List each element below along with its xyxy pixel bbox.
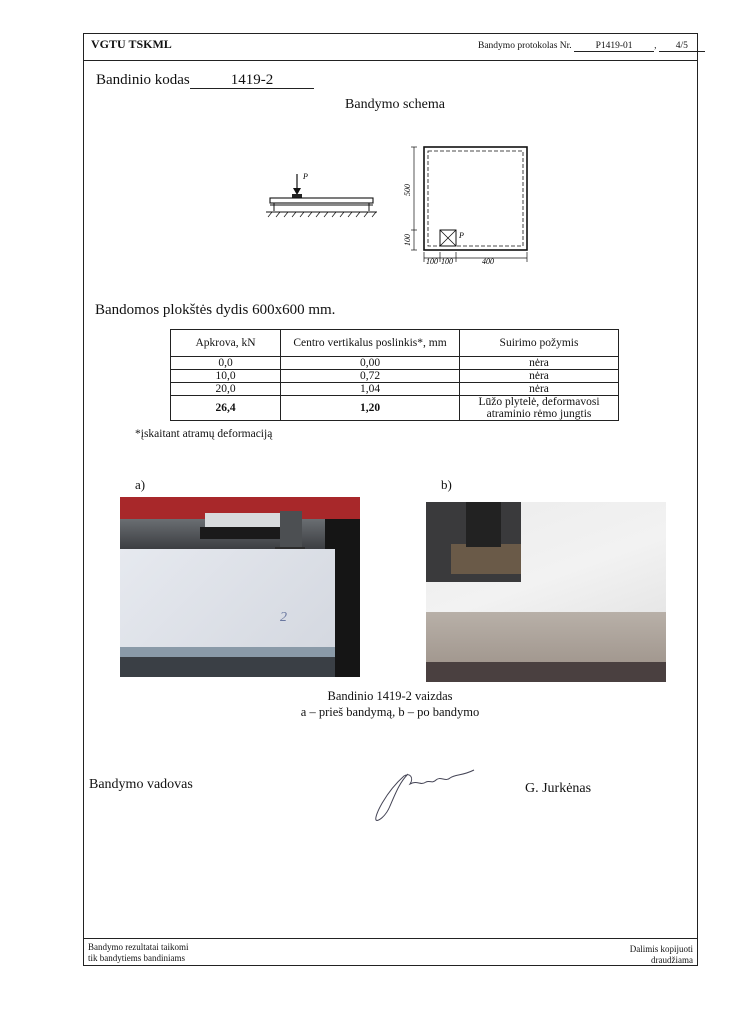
cell-load: 10,0	[171, 370, 281, 383]
photo-a-label: a)	[135, 477, 146, 492]
table-header-row	[171, 330, 619, 357]
protocol-label: Bandymo protokolas Nr.	[478, 41, 572, 51]
scheme-title: Bandymo schema	[345, 97, 445, 112]
caption-title: Bandinio 1419-2 vaizdas	[327, 689, 453, 703]
caption-subtitle: a – prieš bandymą, b – po bandymo	[300, 705, 480, 719]
cell-displacement: 0,00	[281, 357, 460, 370]
specimen-code-label: Bandinio kodas	[96, 72, 190, 88]
header-load: Apkrova, kN	[171, 330, 281, 357]
side-view-diagram	[262, 168, 382, 220]
protocol-no: P1419-01	[574, 41, 654, 52]
cell-failure: nėra	[460, 370, 619, 383]
organization: VGTU TSKML	[91, 37, 172, 51]
cell-displacement: 1,20	[281, 396, 460, 421]
dim-100-vertical: 100	[403, 234, 412, 246]
footnote: *įskaitant atramų deformaciją	[135, 428, 273, 440]
page-number: 4/5	[659, 41, 705, 52]
footer-divider	[83, 938, 698, 939]
table-row	[171, 370, 619, 383]
cell-failure: Lūžo plytelė, deformavosi atraminio rėmo jungtis	[460, 396, 619, 421]
footer-disclaimer	[88, 942, 188, 964]
footer-right-line2: draudžiama	[651, 955, 693, 965]
header-displacement: Centro vertikalus poslinkis*, mm	[281, 330, 460, 357]
cell-load: 26,4	[171, 396, 281, 421]
header-divider	[83, 60, 698, 61]
plate-size: Bandomos plokštės dydis 600x600 mm.	[95, 302, 336, 318]
table-row	[171, 383, 619, 396]
photo-after-test	[426, 502, 666, 682]
header-failure: Suirimo požymis	[460, 330, 619, 357]
cell-failure: nėra	[460, 357, 619, 370]
dim-100-b: 100	[441, 257, 453, 266]
dim-500: 500	[403, 184, 412, 196]
plan-load-label: P	[459, 231, 464, 240]
signature-image	[370, 762, 490, 826]
test-lead-label: Bandymo vadovas	[89, 777, 193, 792]
footer-left-line2: tik bandytiems bandiniams	[88, 953, 185, 963]
side-load-label: P	[303, 172, 308, 181]
photo-before-test	[120, 497, 360, 677]
cell-failure: nėra	[460, 383, 619, 396]
dim-100-a: 100	[426, 257, 438, 266]
test-lead-name: G. Jurkėnas	[525, 781, 592, 796]
dim-400: 400	[482, 257, 494, 266]
cell-load: 20,0	[171, 383, 281, 396]
specimen-mark: 2	[280, 610, 287, 625]
results-table	[170, 329, 619, 421]
cell-displacement: 1,04	[281, 383, 460, 396]
cell-load: 0,0	[171, 357, 281, 370]
footer-copy-notice	[560, 944, 693, 966]
photo-b-label: b)	[441, 477, 452, 492]
table-row	[171, 396, 619, 421]
table-row	[171, 357, 619, 370]
footer-right-line1: Dalimis kopijuoti	[629, 944, 693, 954]
specimen-code: 1419-2	[190, 72, 314, 89]
cell-displacement: 0,72	[281, 370, 460, 383]
footer-left-line1: Bandymo rezultatai taikomi	[88, 942, 189, 952]
protocol-number: Bandymo protokolas Nr. P1419-01 , 4/5	[478, 41, 705, 52]
plan-view-diagram	[398, 140, 533, 270]
